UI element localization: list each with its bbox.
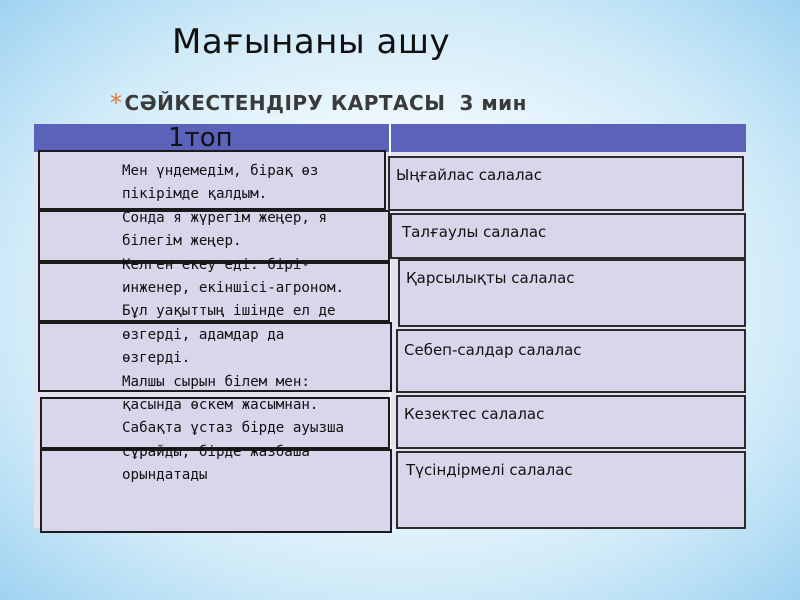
type-label-2: Талғаулы салалас bbox=[402, 223, 547, 241]
sentence-line: қасында өскем жасымнан. bbox=[122, 397, 319, 414]
sentence-line: өзгерді, адамдар да bbox=[122, 326, 285, 343]
sentence-line: инженер, екіншісі-агроном. bbox=[122, 280, 345, 297]
sentence-line: Мен үндемедім, бірақ өз bbox=[122, 163, 319, 179]
sentence-line: сұрайды, бірде жазбаша bbox=[122, 443, 310, 460]
sentence-line: пікірімде қалдым. bbox=[122, 186, 268, 203]
right-cell-5[interactable] bbox=[396, 395, 746, 449]
right-cell-6[interactable] bbox=[396, 451, 746, 529]
type-label-1: Ыңғайлас салалас bbox=[396, 166, 542, 184]
sentence-line: өзгерді. bbox=[122, 350, 191, 367]
sentence-line: Келген екеу еді: бірі- bbox=[122, 256, 310, 273]
sentence-line: Сабақта ұстаз бірде ауызша bbox=[122, 420, 345, 437]
sentence-line: білегім жеңер. bbox=[122, 233, 242, 250]
subtitle-row bbox=[110, 88, 527, 118]
subtitle-time: 3 мин bbox=[459, 91, 527, 115]
sentence-line: Бұл уақыттың ішінде ел де bbox=[122, 303, 336, 320]
subtitle-text: СӘЙКЕСТЕНДІРУ КАРТАСЫ bbox=[124, 91, 446, 115]
sentence-line: орындатады bbox=[122, 467, 208, 484]
right-cell-2[interactable] bbox=[390, 213, 746, 259]
slide-title: Мағынаны ашу bbox=[172, 22, 451, 62]
sentence-line: Сонда я жүрегім жеңер, я bbox=[122, 209, 327, 226]
type-label-4: Себеп-салдар салалас bbox=[404, 341, 582, 359]
bullet-asterisk: * bbox=[110, 89, 123, 117]
type-label-5: Кезектес салалас bbox=[404, 405, 545, 423]
sentence-list bbox=[122, 160, 390, 488]
type-label-3: Қарсылықты салалас bbox=[406, 269, 575, 287]
right-cell-4[interactable] bbox=[396, 329, 746, 393]
group-label: 1топ bbox=[168, 123, 233, 153]
type-label-6: Түсіндірмелі салалас bbox=[406, 461, 573, 479]
sentence-line: Малшы сырын білем мен: bbox=[122, 373, 310, 390]
right-cell-3[interactable] bbox=[398, 259, 746, 327]
right-cell-1[interactable] bbox=[388, 156, 744, 211]
